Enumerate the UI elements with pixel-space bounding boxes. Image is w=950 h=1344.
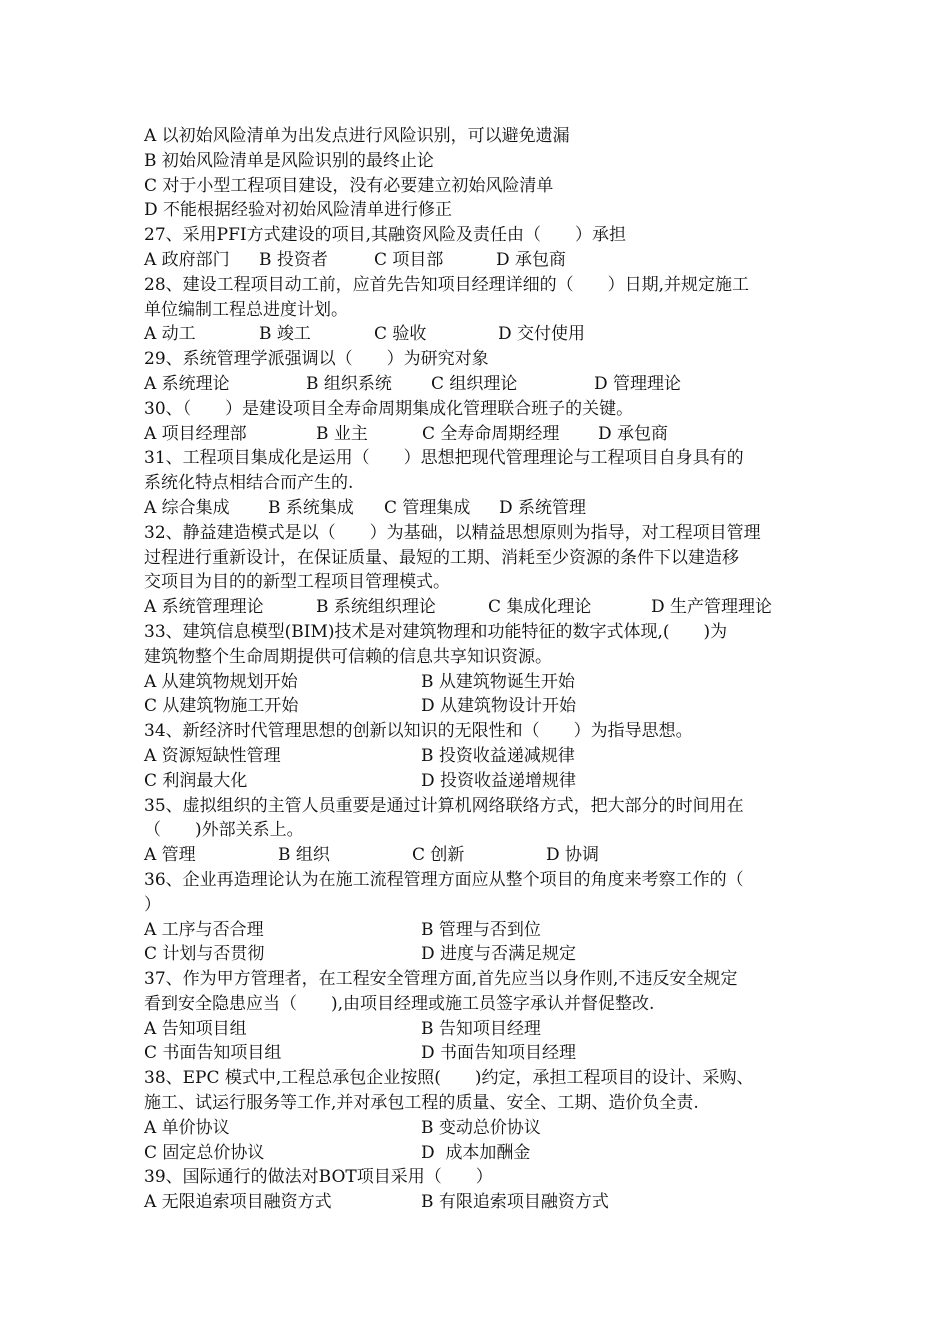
question-32-cont: 过程进行重新设计，在保证质量、最短的工期、消耗至少资源的条件下以建造移 <box>144 547 739 568</box>
option-a: A 工序与否合理 <box>144 919 264 940</box>
option-b: B 变动总价协议 <box>421 1117 541 1138</box>
option-c: C 计划与否贯彻 <box>144 944 265 965</box>
option-a: A 资源短缺性管理 <box>144 745 281 766</box>
option-b: B 系统组织理论 <box>316 597 436 618</box>
options-38-ab <box>144 1116 816 1141</box>
option-a: A 动工 <box>144 324 196 345</box>
option-b: B 投资者 <box>259 249 328 270</box>
options-27 <box>144 248 816 273</box>
options-31 <box>144 496 816 521</box>
option-c: C 项目部 <box>374 249 444 270</box>
options-36-ab <box>144 918 816 943</box>
option-b: B 管理与否到位 <box>421 919 541 940</box>
options-35 <box>144 843 816 868</box>
question-36-cont: ） <box>144 894 161 915</box>
options-34-cd <box>144 769 816 794</box>
question-33-cont: 建筑物整个生命周期提供可信赖的信息共享知识资源。 <box>144 646 552 667</box>
option-c: C 验收 <box>374 324 427 345</box>
option-line: B 初始风险清单是风险识别的最终止论 <box>144 150 434 171</box>
option-c: C 组织理论 <box>431 373 518 394</box>
option-b: B 告知项目经理 <box>421 1018 541 1039</box>
options-37-cd <box>144 1041 816 1066</box>
options-36-cd <box>144 942 816 967</box>
option-d: D 承包商 <box>496 249 567 270</box>
option-c: C 固定总价协议 <box>144 1142 265 1163</box>
question-31-cont: 系统化特点相结合而产生的. <box>144 473 354 494</box>
question-35: 35、虚拟组织的主管人员重要是通过计算机网络联络方式，把大部分的时间用在 <box>144 795 744 816</box>
option-b: B 系统集成 <box>268 497 354 518</box>
option-a: A 告知项目组 <box>144 1018 247 1039</box>
option-d: D 从建筑物设计开始 <box>421 696 577 717</box>
option-d: D 协调 <box>546 845 600 866</box>
option-d: D 系统管理 <box>499 497 587 518</box>
question-36: 36、企业再造理论认为在施工流程管理方面应从整个项目的角度来考察工作的（ <box>144 869 744 890</box>
options-33-cd <box>144 694 816 719</box>
options-30 <box>144 422 816 447</box>
question-27: 27、采用PFI方式建设的项目,其融资风险及责任由（ ）承担 <box>144 225 626 246</box>
option-a: A 综合集成 <box>144 497 230 518</box>
options-39 <box>144 1190 816 1215</box>
option-line: C 对于小型工程项目建设，没有必要建立初始风险清单 <box>144 175 554 196</box>
option-a: A 单价协议 <box>144 1117 230 1138</box>
question-34: 34、新经济时代管理思想的创新以知识的无限性和（ ）为指导思想。 <box>144 721 693 742</box>
option-d: D 管理理论 <box>594 373 682 394</box>
option-a: A 无限追索项目融资方式 <box>144 1192 332 1213</box>
question-35-cont: （ )外部关系上。 <box>144 820 304 841</box>
question-28: 28、建设工程项目动工前，应首先告知项目经理详细的（ ）日期,并规定施工 <box>144 274 750 295</box>
options-29 <box>144 372 816 397</box>
option-line: A 以初始风险清单为出发点进行风险识别，可以避免遗漏 <box>144 126 570 146</box>
options-38-cd <box>144 1141 816 1166</box>
options-34-ab <box>144 744 816 769</box>
option-a: A 从建筑物规划开始 <box>144 671 298 692</box>
question-32: 32、静益建造模式是以（ ）为基础，以精益思想原则为指导，对工程项目管理 <box>144 522 761 543</box>
option-d: D 书面告知项目经理 <box>421 1043 577 1064</box>
option-a: A 政府部门 <box>144 249 230 270</box>
option-d: D 交付使用 <box>498 324 586 345</box>
option-d: D 承包商 <box>598 423 669 444</box>
question-33: 33、建筑信息模型(BIM)技术是对建筑物理和功能特征的数字式体现,( )为 <box>144 621 728 642</box>
option-b: B 组织 <box>278 845 330 866</box>
options-28 <box>144 322 816 347</box>
option-b: B 从建筑物诞生开始 <box>421 671 575 692</box>
question-39: 39、国际通行的做法对BOT项目采用（ ） <box>144 1167 493 1188</box>
option-b: B 有限追索项目融资方式 <box>421 1192 609 1213</box>
option-d: D 进度与否满足规定 <box>421 944 577 965</box>
question-32-cont: 交项目为目的的新型工程项目管理模式。 <box>144 572 450 593</box>
option-a: A 系统管理理论 <box>144 597 264 618</box>
option-c: C 书面告知项目组 <box>144 1043 282 1064</box>
options-37-ab <box>144 1017 816 1042</box>
option-c: C 利润最大化 <box>144 770 248 791</box>
question-37-cont: 看到安全隐患应当（ ),由项目经理或施工员签字承认并督促整改. <box>144 993 655 1014</box>
option-a: A 系统理论 <box>144 373 230 394</box>
option-c: C 全寿命周期经理 <box>422 423 560 444</box>
option-line: D 不能根据经验对初始风险清单进行修正 <box>144 200 453 221</box>
question-29: 29、系统管理学派强调以（ ）为研究对象 <box>144 349 489 370</box>
option-c: C 管理集成 <box>384 497 471 518</box>
option-a: A 项目经理部 <box>144 423 247 444</box>
option-c: C 创新 <box>412 845 465 866</box>
option-a: A 管理 <box>144 845 196 866</box>
option-c: C 从建筑物施工开始 <box>144 696 299 717</box>
question-38-cont: 施工、试运行服务等工作,并对承包工程的质量、安全、工期、造价负全责. <box>144 1093 699 1114</box>
options-33-ab <box>144 670 816 695</box>
question-list <box>144 124 816 1215</box>
options-32 <box>144 595 816 620</box>
question-38: 38、EPC 模式中,工程总承包企业按照( )约定，承担工程项目的设计、采购、 <box>144 1068 754 1089</box>
option-d: D 成本加酬金 <box>421 1142 531 1163</box>
option-b: B 竣工 <box>259 324 311 345</box>
question-37: 37、作为甲方管理者，在工程安全管理方面,首先应当以身作则,不违反安全规定 <box>144 969 738 990</box>
option-b: B 组织系统 <box>306 373 392 394</box>
question-28-cont: 单位编制工程总进度计划。 <box>144 299 348 320</box>
option-d: D 投资收益递增规律 <box>421 770 577 791</box>
option-c: C 集成化理论 <box>488 597 592 618</box>
option-b: B 业主 <box>316 423 368 444</box>
question-30: 30、（ ）是建设项目全寿命周期集成化管理联合班子的关键。 <box>144 398 634 419</box>
option-d: D 生产管理理论 <box>651 597 773 618</box>
question-31: 31、工程项目集成化是运用（ ）思想把现代管理理论与工程项目自身具有的 <box>144 448 744 469</box>
option-b: B 投资收益递减规律 <box>421 745 575 766</box>
